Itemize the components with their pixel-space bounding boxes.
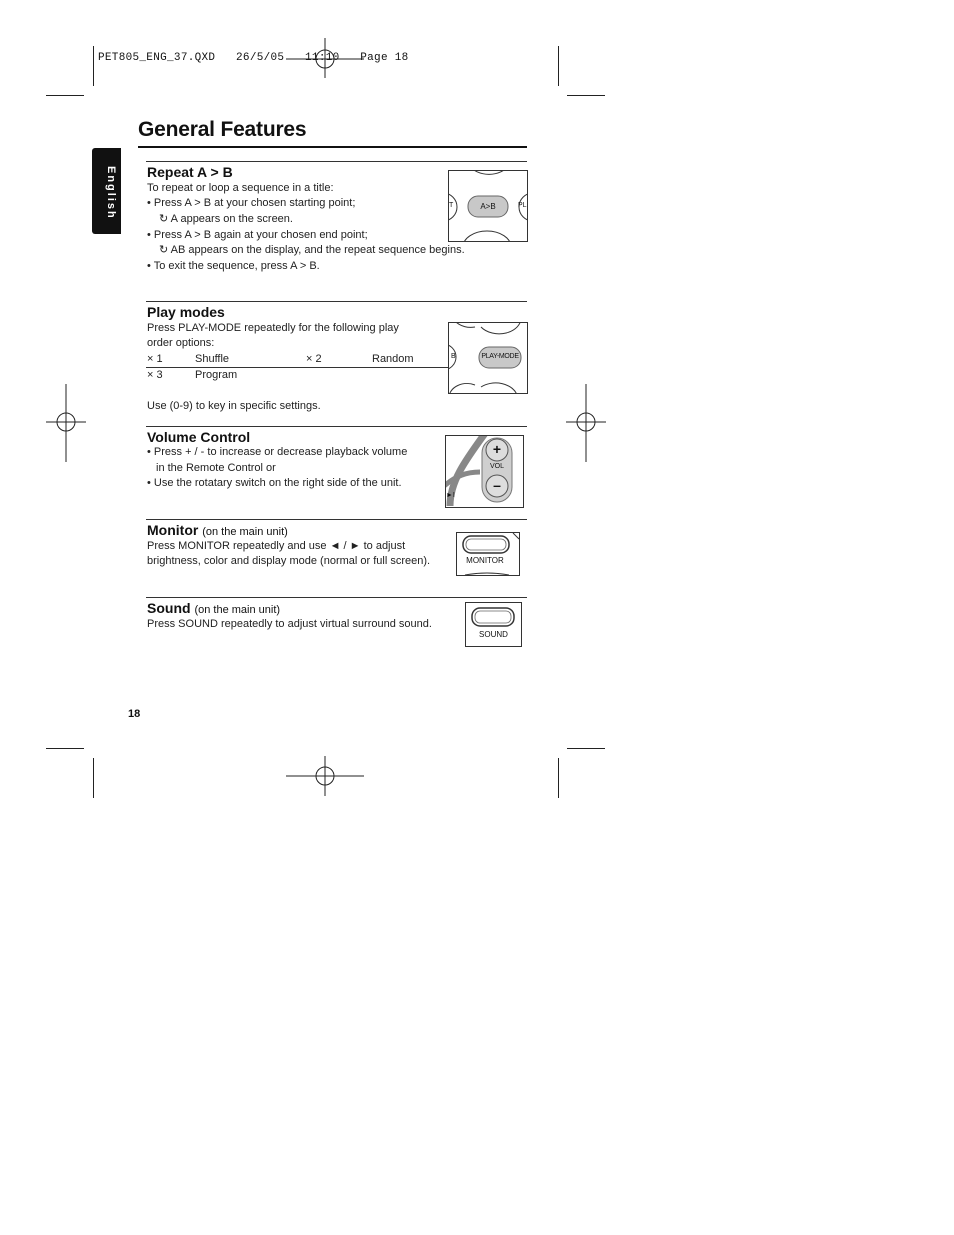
crop-mark: [567, 748, 605, 749]
playmodes-heading: Play modes: [147, 304, 225, 320]
playmode-option-1-key: × 1: [147, 353, 163, 365]
registration-mark-left: [46, 384, 86, 462]
repeat-loop-icon: ↻: [159, 213, 169, 225]
volume-figure: [445, 435, 524, 508]
crop-mark: [46, 95, 84, 96]
page-title: General Features: [138, 118, 307, 141]
crop-mark: [558, 758, 559, 798]
monitor-button-illustration: [457, 533, 519, 575]
section-rule: [146, 426, 527, 427]
monitor-note: (on the main unit): [202, 526, 288, 538]
registration-mark-top: [286, 38, 364, 78]
monitor-instruction: Press MONITOR repeatedly and use ◄ / ► to adjust: [147, 540, 406, 552]
playmode-option-2-value: Random: [372, 353, 414, 365]
section-rule: [146, 301, 527, 302]
sound-button-illustration: [466, 603, 521, 646]
ab-button-label: A>B: [480, 202, 496, 211]
sound-note: (on the main unit): [194, 604, 281, 616]
left-button-label: T: [449, 202, 454, 209]
skip-icon: ►I: [446, 492, 455, 499]
options-divider: [146, 367, 449, 368]
playmode-option-3-key: × 3: [147, 369, 163, 381]
monitor-heading: Monitor (on the main unit): [147, 522, 288, 538]
playmode-option-2-key: × 2: [306, 353, 322, 365]
playmode-button-label: PLAY-MODE: [481, 353, 519, 360]
volume-label: VOL: [489, 463, 504, 470]
left-button-label: B: [451, 353, 456, 360]
print-slug: PET805_ENG_37.QXD 26/5/05 11:10 Page 18: [98, 52, 409, 64]
volume-rocker-illustration: [446, 436, 523, 507]
page-number: 18: [128, 708, 141, 720]
repeat-figure: [448, 170, 528, 242]
section-rule: [146, 519, 527, 520]
playmodes-instruction: Press PLAY-MODE repeatedly for the following play: [147, 322, 399, 334]
right-button-label: PL: [518, 202, 527, 209]
repeat-intro: To repeat or loop a sequence in a title:: [147, 182, 334, 194]
sound-heading: Sound (on the main unit): [147, 600, 281, 616]
volume-step-1: • Press + / - to increase or decrease playback volume: [147, 446, 408, 458]
repeat-step-2-result: ↻ AB appears on the display, and the repeat sequence begins.: [159, 244, 465, 256]
playmode-option-1-value: Shuffle: [195, 353, 230, 365]
language-tab: [92, 148, 121, 234]
playmodes-number-keys: Use (0-9) to key in specific settings.: [147, 400, 321, 412]
crop-mark: [46, 748, 84, 749]
volume-step-2: • Use the rotatary switch on the right side of the unit.: [147, 477, 402, 489]
volume-heading: Volume Control: [147, 429, 251, 445]
registration-mark-bottom: [286, 756, 364, 796]
title-rule: [138, 146, 527, 148]
crop-mark: [558, 46, 559, 86]
monitor-button-label: MONITOR: [466, 556, 504, 565]
volume-minus-label: –: [493, 477, 501, 493]
repeat-step-1-result: ↻ A appears on the screen.: [159, 213, 293, 225]
crop-mark: [93, 46, 94, 86]
monitor-instruction-cont: brightness, color and display mode (normal or full screen).: [147, 555, 431, 567]
sound-button-label: SOUND: [479, 630, 508, 639]
repeat-loop-icon: ↻: [159, 244, 169, 256]
playmode-option-3-value: Program: [195, 369, 238, 381]
repeat-step-2: • Press A > B again at your chosen end point;: [147, 229, 368, 241]
repeat-step-1: • Press A > B at your chosen starting point;: [147, 197, 356, 209]
sound-instruction: Press SOUND repeatedly to adjust virtual surround sound.: [147, 618, 432, 630]
section-rule: [146, 161, 527, 162]
crop-mark: [567, 95, 605, 96]
playmodes-instruction-cont: order options:: [147, 337, 215, 349]
section-rule: [146, 597, 527, 598]
language-tab-label: English: [105, 166, 117, 220]
crop-mark: [93, 758, 94, 798]
repeat-exit: • To exit the sequence, press A > B.: [147, 260, 320, 272]
monitor-figure: [456, 532, 520, 576]
volume-step-1-cont: in the Remote Control or: [156, 462, 276, 474]
playmode-figure: [448, 322, 528, 394]
repeat-heading: Repeat A > B: [147, 164, 233, 180]
registration-mark-right: [566, 384, 606, 462]
volume-plus-label: +: [492, 441, 502, 457]
sound-figure: [465, 602, 522, 647]
